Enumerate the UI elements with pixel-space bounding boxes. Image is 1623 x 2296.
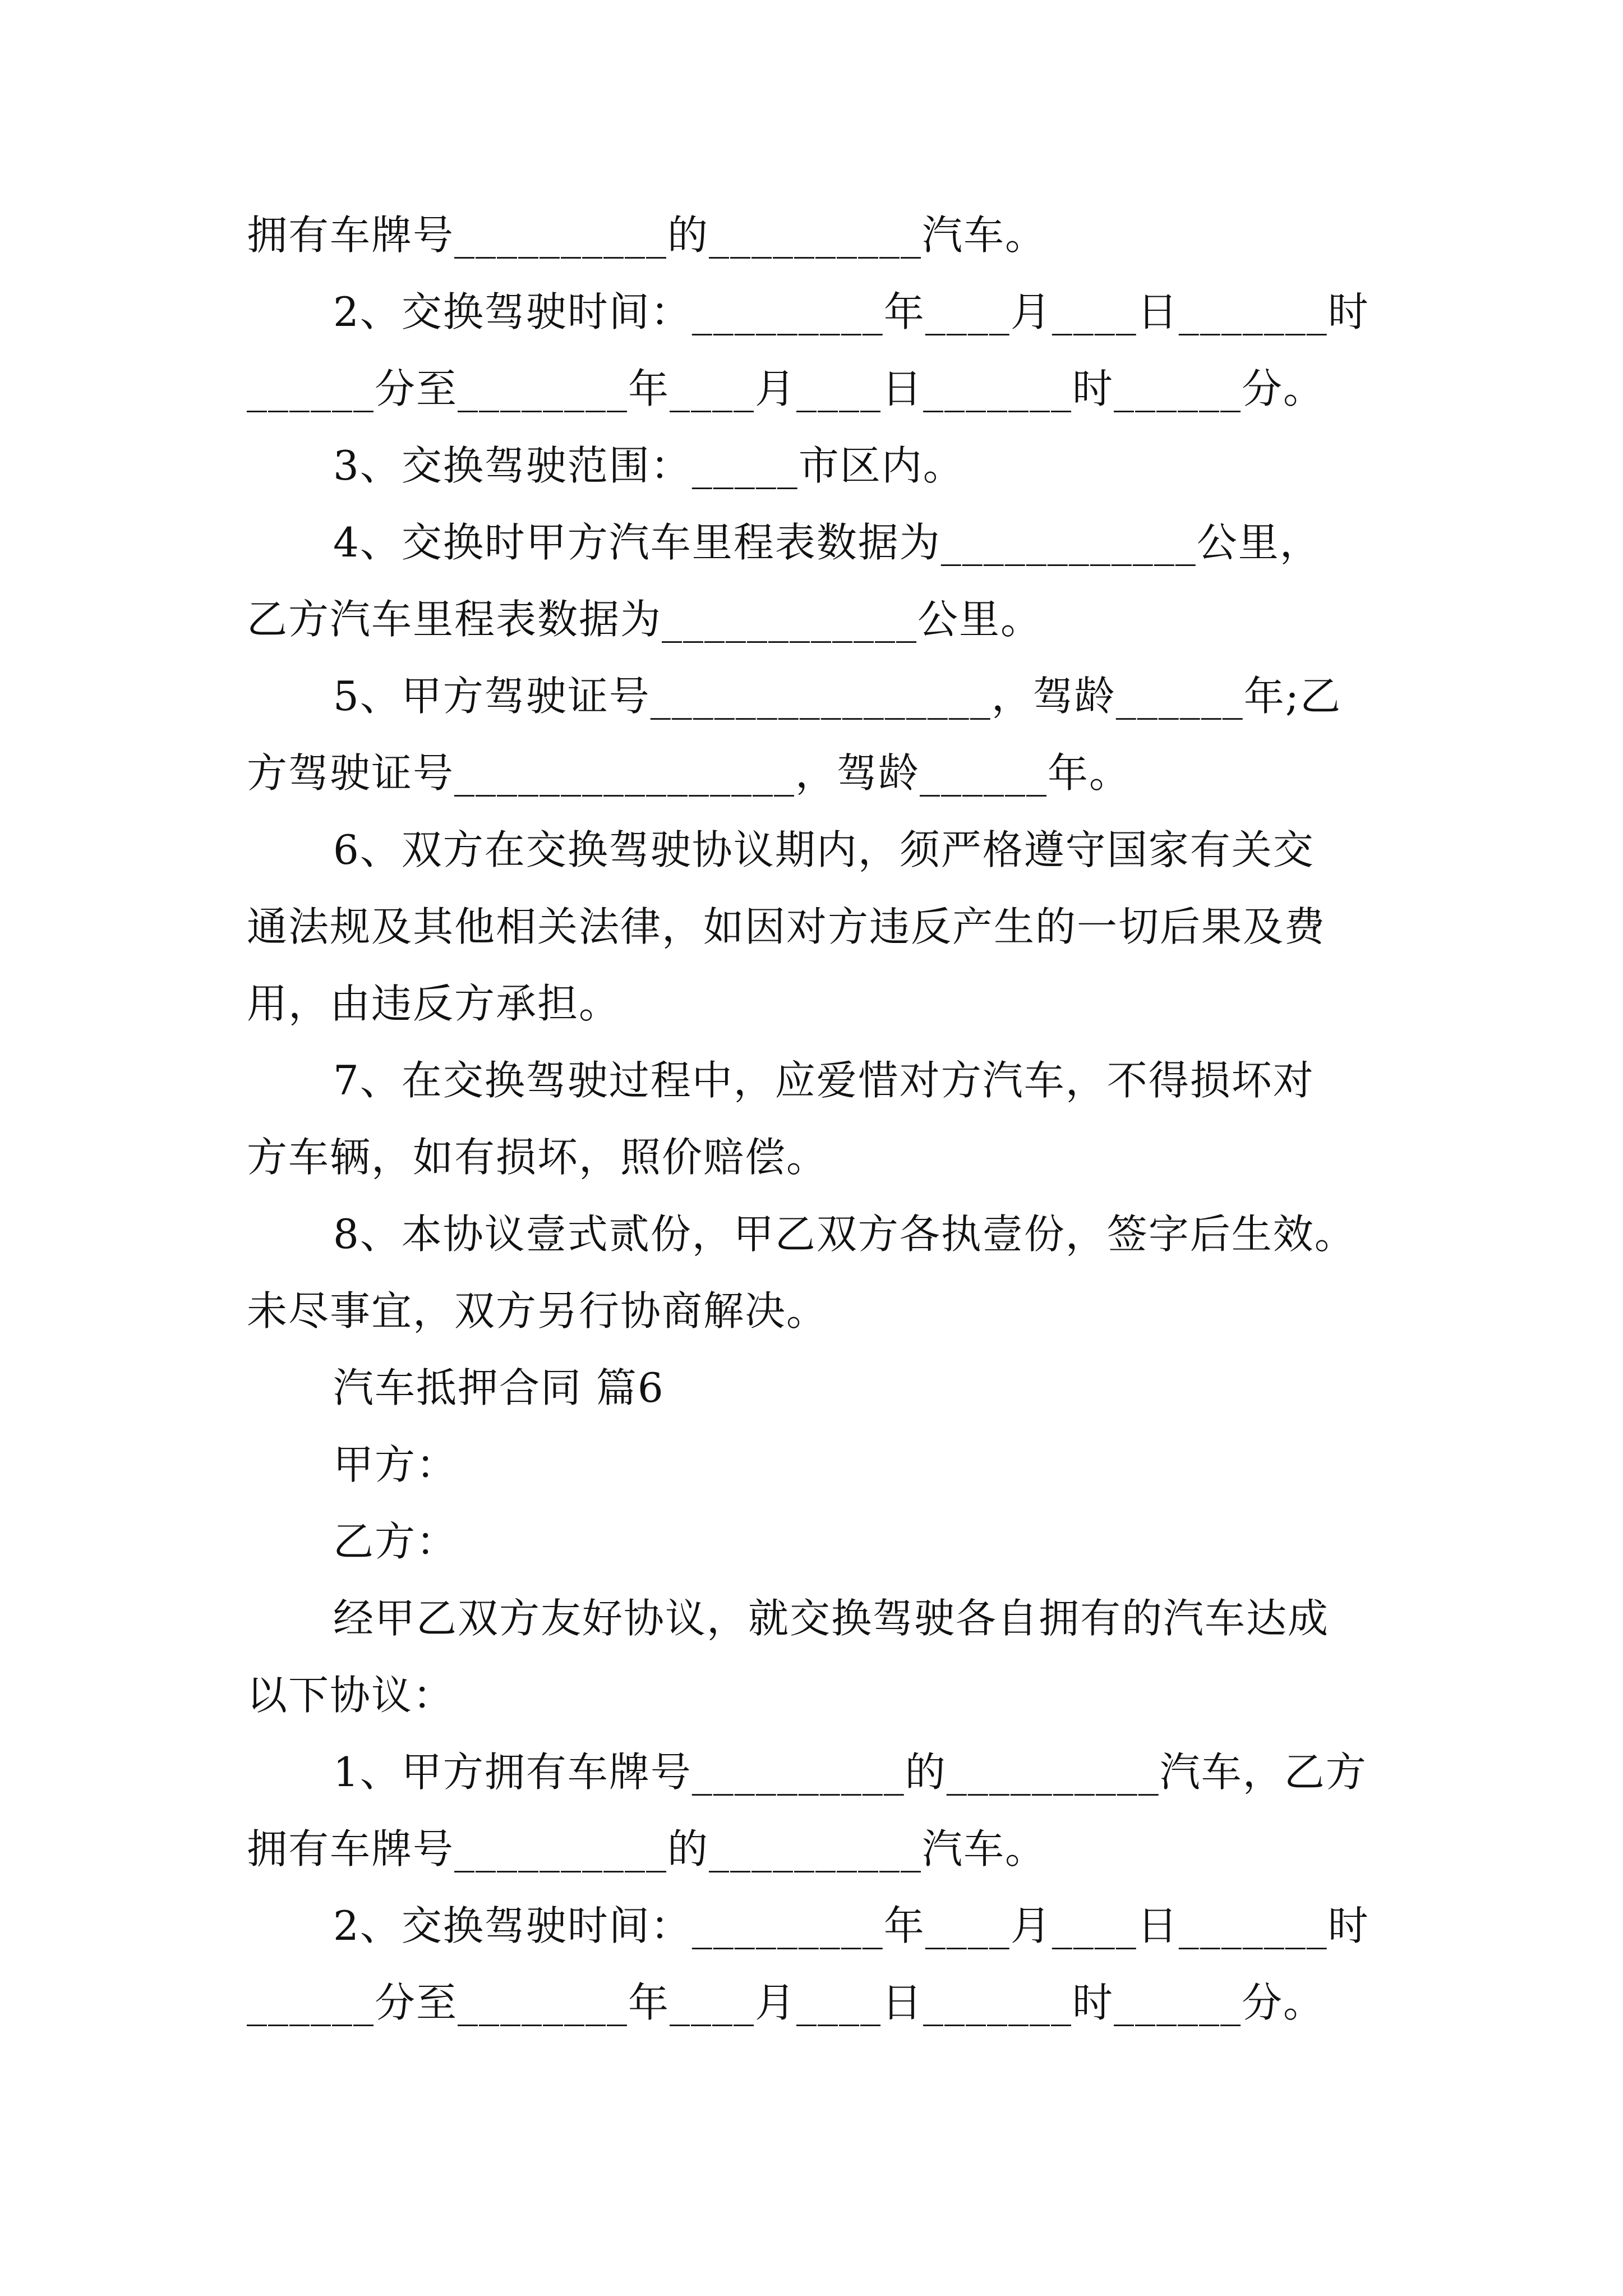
text-line: 6、双方在交换驾驶协议期内，须严格遵守国家有关交 [333, 826, 1315, 873]
text-line: 4、交换时甲方汽车里程表数据为____________公里， [333, 519, 1321, 566]
text-line: 拥有车牌号__________的__________汽车。 [247, 211, 1047, 259]
text-line: 2、交换驾驶时间：_________年____月____日_______时 [333, 1902, 1370, 1949]
text-line: 5、甲方驾驶证号________________，驾龄______年;乙 [333, 673, 1342, 720]
text-line: 2、交换驾驶时间：_________年____月____日_______时 [333, 288, 1370, 335]
text-line: 未尽事宜，双方另行协商解决。 [247, 1287, 828, 1335]
text-line: 1、甲方拥有车牌号__________的__________汽车，乙方 [333, 1749, 1367, 1796]
text-line: 7、在交换驾驶过程中，应爱惜对方汽车，不得损坏对 [333, 1057, 1315, 1104]
text-line: 8、本协议壹式贰份，甲乙双方各执壹份，签字后生效。 [333, 1211, 1356, 1258]
text-line: 3、交换驾驶范围：_____市区内。 [333, 442, 965, 489]
text-line: 乙方： [333, 1518, 458, 1565]
text-line: 经甲乙双方友好协议，就交换驾驶各自拥有的汽车达成 [333, 1595, 1330, 1642]
text-line: 通法规及其他相关法律，如因对方违反产生的一切后果及费 [247, 903, 1326, 950]
section-heading: 汽车抵押合同 篇6 [333, 1364, 665, 1411]
text-line: 方驾驶证号________________，驾龄______年。 [247, 749, 1131, 797]
text-line: 甲方： [333, 1441, 458, 1488]
text-line: ______分至________年____月____日_______时______分。 [247, 1979, 1325, 2026]
text-line: 用，由违反方承担。 [247, 980, 621, 1027]
text-line: 乙方汽车里程表数据为____________公里。 [247, 596, 1043, 643]
text-line: ______分至________年____月____日_______时______分。 [247, 365, 1325, 412]
text-line: 方车辆，如有损坏，照价赔偿。 [247, 1134, 828, 1181]
text-line: 以下协议： [247, 1672, 455, 1719]
text-line: 拥有车牌号__________的__________汽车。 [247, 1825, 1047, 1872]
